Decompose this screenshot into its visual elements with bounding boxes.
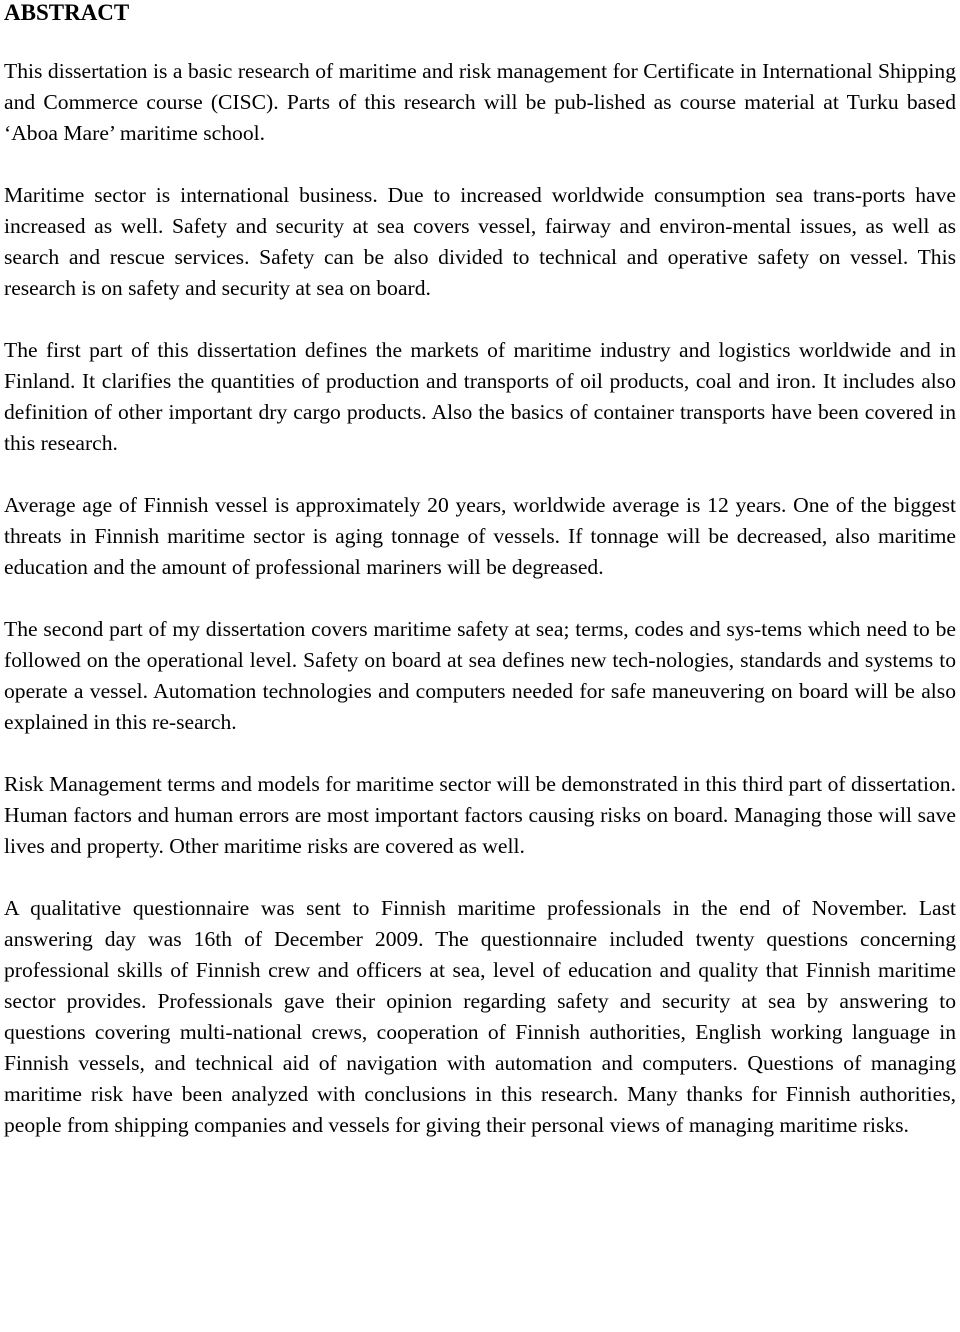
paragraph-vessel-age: Average age of Finnish vessel is approximately 20 years, worldwide average is 12 years. One of the biggest threats in Finnish maritime sector is aging tonnage of vessels. If tonnage will be decreased, also maritime education and the amount of professional mariners will be degreased. [4, 493, 956, 579]
paragraph-questionnaire: A qualitative questionnaire was sent to Finnish maritime professionals in the end of November. Last answering day was 16th of December 2009. The questionnaire included twenty questions concerning professional skills of Finnish crew and officers at sea, level of education and quality that Finnish maritime sector provides. Professionals gave their opinion regarding safety and security at sea by answering to questions covering multi-national crews, cooperation of Finnish authorities, English working language in Finnish vessels, and technical aid of navigation with automation and computers. Questions of managing maritime risk have been analyzed with conclusions in this research. Many thanks for Finnish authorities, people from shipping companies and vessels for giving their personal views of managing maritime risks. [4, 896, 956, 1137]
abstract-page [4, 0, 956, 1141]
paragraph-intro: This dissertation is a basic research of maritime and risk management for Certificate in International Shipping and Commerce course (CISC). Parts of this research will be pub-lished as course material at Turku based ‘Aboa Mare’ maritime school. [4, 59, 956, 145]
paragraph-first-part: The first part of this dissertation defines the markets of maritime industry and logistics worldwide and in Finland. It clarifies the quantities of production and transports of oil products, coal and iron. It includes also definition of other important dry cargo products. Also the basics of container transports have been covered in this research. [4, 338, 956, 455]
paragraph-maritime-sector: Maritime sector is international business. Due to increased worldwide consumption sea trans-ports have increased as well. Safety and security at sea covers vessel, fairway and environ-mental issues, as well as search and rescue services. Safety can be also divided to technical and operative safety on vessel. This research is on safety and security at sea on board. [4, 183, 956, 300]
paragraph-risk-management: Risk Management terms and models for maritime sector will be demonstrated in this third part of dissertation. Human factors and human errors are most important factors causing risks on board. Managing those will save lives and property. Other maritime risks are covered as well. [4, 772, 956, 858]
page-title: ABSTRACT [4, 0, 130, 25]
paragraph-second-part: The second part of my dissertation covers maritime safety at sea; terms, codes and sys-tems which need to be followed on the operational level. Safety on board at sea defines new tech-nologies, standards and systems to operate a vessel. Automation technologies and computers needed for safe maneuvering on board will be also explained in this re-search. [4, 617, 956, 734]
